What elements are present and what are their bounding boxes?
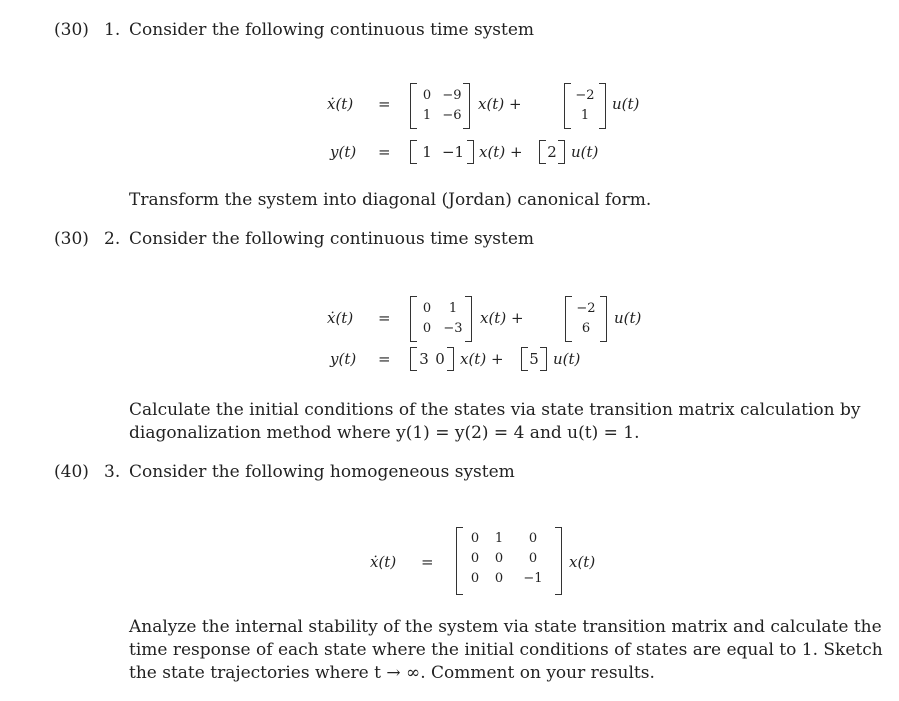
matrix-cell: −3 bbox=[443, 321, 463, 336]
problem-2-number: 2. bbox=[104, 229, 121, 249]
problem-2-x-plus: x(t) + bbox=[480, 309, 524, 327]
problem-3-task-line: Analyze the internal stability of the system via state transition matrix and calculate the bbox=[129, 617, 882, 637]
matrix-cell: 0 bbox=[528, 551, 538, 566]
matrix-cell: 6 bbox=[581, 321, 591, 336]
problem-1-xdot: ẋ(t) bbox=[327, 95, 354, 113]
matrix-cell: −9 bbox=[442, 88, 462, 103]
problem-3-task-line: time response of each state where the initial conditions of states are equal to 1. Sketch bbox=[129, 640, 883, 660]
problem-3-x: x(t) bbox=[569, 553, 596, 571]
problem-1-x-plus: x(t) + bbox=[478, 95, 522, 113]
problem-2-matrix-d bbox=[521, 347, 547, 371]
problem-3-equals: = bbox=[421, 553, 434, 571]
problem-3-intro: Consider the following homogeneous system bbox=[129, 462, 515, 482]
problem-2-d-rest: u(t) bbox=[553, 350, 581, 368]
matrix-cell: 0 bbox=[422, 301, 432, 316]
problem-1-y: y(t) bbox=[330, 143, 357, 161]
problem-1-matrix-a bbox=[410, 83, 470, 129]
problem-1-matrix-d bbox=[539, 140, 565, 164]
problem-1-c-rest: x(t) + bbox=[479, 143, 523, 161]
matrix-cell: 0 bbox=[494, 571, 504, 586]
problem-3-number: 3. bbox=[104, 462, 121, 482]
problem-1-matrix-b bbox=[564, 83, 606, 129]
matrix-cell: −2 bbox=[576, 301, 596, 316]
problem-1-intro: Consider the following continuous time system bbox=[129, 20, 535, 40]
matrix-cell: 0 bbox=[470, 531, 480, 546]
matrix-cell: 1 bbox=[422, 143, 432, 161]
problem-3-xdot: ẋ(t) bbox=[370, 553, 397, 571]
problem-2-u: u(t) bbox=[614, 309, 642, 327]
matrix-cell: 1 bbox=[422, 108, 432, 123]
problem-1-number: 1. bbox=[104, 20, 121, 40]
matrix-cell: 3 bbox=[419, 350, 429, 368]
problem-1-task: Transform the system into diagonal (Jordan) canonical form. bbox=[129, 190, 652, 210]
problem-3-task bbox=[129, 616, 883, 685]
problem-2-c-rest: x(t) + bbox=[460, 350, 504, 368]
matrix-cell: −1 bbox=[441, 143, 465, 161]
problem-1-equals-1: = bbox=[378, 95, 391, 113]
problem-3-task-line: the state trajectories where t → ∞. Comment on your results. bbox=[129, 663, 655, 683]
problem-2-task-line: diagonalization method where y(1) = y(2) = 4 and u(t) = 1. bbox=[129, 423, 640, 443]
matrix-cell: 0 bbox=[422, 88, 432, 103]
matrix-cell: 0 bbox=[494, 551, 504, 566]
matrix-cell: 0 bbox=[435, 350, 445, 368]
problem-3-matrix-a bbox=[456, 527, 562, 595]
problem-2-task bbox=[129, 399, 860, 445]
matrix-cell: 5 bbox=[529, 350, 539, 368]
matrix-cell: 1 bbox=[494, 531, 504, 546]
problem-1-d-rest: u(t) bbox=[571, 143, 599, 161]
problem-2-matrix-c bbox=[410, 347, 454, 371]
matrix-cell: 0 bbox=[528, 531, 538, 546]
matrix-cell: 0 bbox=[422, 321, 432, 336]
problem-2-matrix-a bbox=[410, 296, 472, 342]
problem-2-equals-2: = bbox=[378, 350, 391, 368]
matrix-cell: −6 bbox=[442, 108, 462, 123]
problem-1-points: (30) bbox=[54, 20, 89, 40]
matrix-cell: −1 bbox=[523, 571, 543, 586]
problem-3-points: (40) bbox=[54, 462, 89, 482]
problem-2-y: y(t) bbox=[330, 350, 357, 368]
problem-1-matrix-c bbox=[410, 140, 474, 164]
matrix-cell: 2 bbox=[547, 143, 557, 161]
problem-2-equals-1: = bbox=[378, 309, 391, 327]
problem-1-u: u(t) bbox=[612, 95, 640, 113]
matrix-cell: 1 bbox=[580, 108, 590, 123]
problem-2-intro: Consider the following continuous time system bbox=[129, 229, 535, 249]
problem-2-xdot: ẋ(t) bbox=[327, 309, 354, 327]
matrix-cell: 0 bbox=[470, 571, 480, 586]
matrix-cell: −2 bbox=[575, 88, 595, 103]
matrix-cell: 0 bbox=[470, 551, 480, 566]
problem-2-points: (30) bbox=[54, 229, 89, 249]
problem-2-matrix-b bbox=[565, 296, 607, 342]
matrix-cell: 1 bbox=[448, 301, 458, 316]
problem-2-task-line: Calculate the initial conditions of the states via state transition matrix calculation by bbox=[129, 400, 861, 420]
problem-1-equals-2: = bbox=[378, 143, 391, 161]
